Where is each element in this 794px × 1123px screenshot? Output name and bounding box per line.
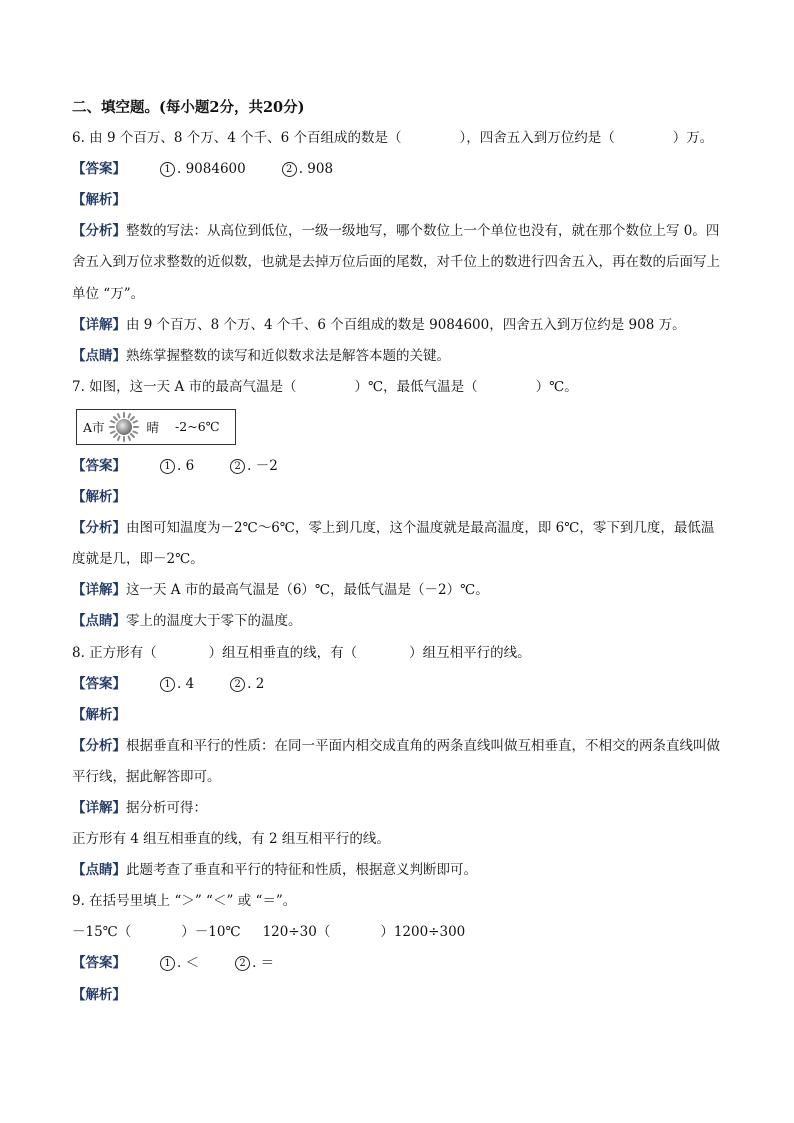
q7-dianjing-text: 零上的温度大于零下的温度。 (126, 613, 302, 630)
q6-fenxi (72, 216, 724, 309)
dianjing-label: 【点睛】 (72, 613, 126, 630)
fenxi-label: 【分析】 (72, 223, 126, 240)
q8-answer-1: . 4 (177, 675, 195, 692)
q7-fenxi (72, 513, 724, 575)
jiexi-label: 【解析】 (72, 489, 126, 506)
q6-answer-1: . 9084600 (177, 161, 246, 178)
circled-number-1: 1 (160, 162, 175, 177)
dianjing-label: 【点睛】 (72, 862, 126, 879)
q6-dianjing-text: 熟练掌握整数的读写和近似数求法是解答本题的关键。 (126, 347, 450, 364)
jiexi-label: 【解析】 (72, 192, 126, 209)
q7-xiangjie (72, 575, 724, 606)
q8-dianjing (72, 855, 724, 886)
q8-dianjing-text: 此题考查了垂直和平行的特征和性质，根据意义判断即可。 (126, 862, 477, 879)
q8-jiexi (72, 700, 724, 731)
answer-label: 【答案】 (72, 161, 126, 178)
q7-text-2: ）℃，最低气温是（ (354, 378, 478, 395)
q7-text-1: 7. 如图，这一天 A 市的最高气温是（ (72, 378, 297, 395)
q8-fenxi-text: 根据垂直和平行的性质：在同一平面内相交成直角的两条直线叫做互相垂直，不相交的两条直线叫做平行线，据此解答即可。 (72, 737, 720, 785)
circled-number-1: 1 (160, 677, 175, 692)
q8-answer (72, 669, 724, 700)
circled-number-2: 2 (282, 162, 297, 177)
q6-answer-2: . 908 (298, 161, 334, 178)
question-6 (72, 123, 724, 154)
xiangjie-label: 【详解】 (72, 582, 126, 599)
q9-expr-1-right: ）－10℃ (181, 924, 241, 941)
q9-answer-1: . ＜ (177, 955, 200, 972)
section-title: 二、填空题。(每小题2分，共20分) (72, 99, 305, 116)
circled-number-2: 2 (230, 677, 245, 692)
q8-xiangjie-text: 据分析可得： (126, 799, 207, 816)
q8-text-3: ）组互相平行的线。 (409, 644, 531, 661)
q9-jiexi (72, 980, 724, 1011)
q8-text-1: 8. 正方形有（ (72, 644, 157, 661)
q7-answer-1: . 6 (177, 457, 195, 474)
document-page (72, 92, 724, 1011)
q8-answer-2: . 2 (247, 675, 265, 692)
fenxi-label: 【分析】 (72, 737, 126, 754)
circled-number-1: 1 (160, 956, 175, 971)
answer-label: 【答案】 (72, 457, 126, 474)
question-7 (72, 372, 724, 403)
q9-expr-1-left: －15℃（ (72, 924, 132, 941)
q6-text-2: ），四舍五入到万位约是（ (459, 130, 615, 147)
fenxi-label: 【分析】 (72, 520, 126, 537)
q7-fenxi-text: 由图可知温度为－2℃～6℃，零上到几度，这个温度就是最高温度，即 6℃，零下到几度，最低温度就是几，即－2℃。 (72, 520, 715, 568)
weather-figure (76, 409, 236, 445)
dianjing-label: 【点睛】 (72, 347, 126, 364)
q7-answer (72, 451, 724, 482)
q8-text-2: ）组互相垂直的线，有（ (208, 644, 358, 661)
question-9: 9. 在括号里填上 “＞” “＜” 或 “＝”。 (72, 893, 297, 910)
q6-fenxi-text: 整数的写法：从高位到低位，一级一级地写，哪个数位上一个单位也没有，就在那个数位上写 0。四舍五入到万位求整数的近似数，也就是去掉万位后面的尾数，对千位上的数进行四舍五入，再在数的后面写上单位 “万”。 (72, 223, 720, 302)
q6-jiexi (72, 185, 724, 216)
q6-text-1: 6. 由 9 个百万、8 个万、4 个千、6 个百组成的数是（ (72, 130, 402, 147)
weather-temperature: -2~6℃ (175, 419, 220, 435)
q6-text-3: ）万。 (672, 130, 714, 147)
q6-dianjing (72, 341, 724, 372)
xiangjie-label: 【详解】 (72, 316, 126, 333)
q9-answer (72, 948, 724, 979)
circled-number-2: 2 (230, 459, 245, 474)
sun-icon (109, 412, 139, 442)
q8-xiangjie (72, 793, 724, 824)
question-8 (72, 638, 724, 669)
xiangjie-label: 【详解】 (72, 799, 126, 816)
q7-answer-2: . －2 (247, 457, 278, 474)
q6-xiangjie-text: 由 9 个百万、8 个万、4 个千、6 个百组成的数是 9084600，四舍五入到万位约是 908 万。 (126, 316, 686, 333)
weather-city: A市 (83, 419, 105, 435)
q9-answer-2: . ＝ (252, 955, 275, 972)
weather-condition: 晴 (146, 419, 160, 435)
circled-number-1: 1 (160, 459, 175, 474)
q9-expressions (72, 917, 724, 948)
circled-number-2: 2 (235, 956, 250, 971)
answer-label: 【答案】 (72, 955, 126, 972)
q8-fenxi (72, 731, 724, 793)
q8-xiangjie-line-2: 正方形有 4 组互相垂直的线，有 2 组互相平行的线。 (72, 831, 390, 848)
jiexi-label: 【解析】 (72, 986, 126, 1003)
q6-xiangjie (72, 310, 724, 341)
q7-jiexi (72, 482, 724, 513)
q9-expr-2-right: ）1200÷300 (380, 924, 466, 941)
q9-expr-2-left: 120÷30（ (262, 924, 331, 941)
q7-xiangjie-text: 这一天 A 市的最高气温是（6）℃，最低气温是（－2）℃。 (126, 582, 489, 599)
answer-label: 【答案】 (72, 675, 126, 692)
jiexi-label: 【解析】 (72, 706, 126, 723)
q7-dianjing (72, 606, 724, 637)
q7-text-3: ）℃。 (535, 378, 578, 395)
q6-answer (72, 154, 724, 185)
